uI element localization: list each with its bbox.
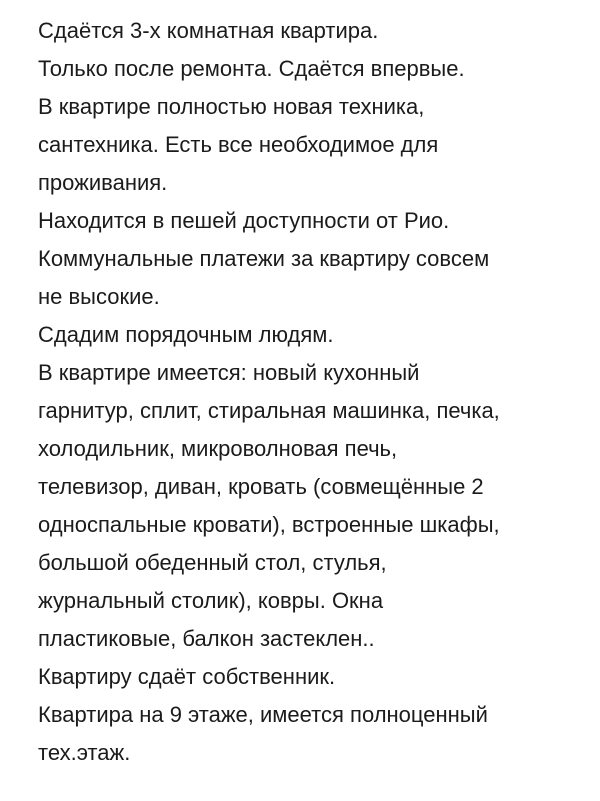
text-line: Коммунальные платежи за квартиру совсем [38, 246, 490, 271]
text-line: большой обеденный стол, стулья, [38, 550, 387, 575]
text-line: односпальные кровати), встроенные шкафы, [38, 512, 500, 537]
text-line: Сдадим порядочным людям. [38, 322, 334, 347]
text-line: не высокие. [38, 284, 160, 309]
text-line: Только после ремонта. Сдаётся впервые. [38, 56, 465, 81]
text-line: гарнитур, сплит, стиральная машинка, печка, [38, 398, 500, 423]
text-line: тех.этаж. [38, 740, 131, 765]
text-line: журнальный столик), ковры. Окна [38, 588, 384, 613]
text-line: сантехника. Есть все необходимое для [38, 132, 439, 157]
listing-description [38, 12, 590, 772]
text-line: пластиковые, балкон застеклен.. [38, 626, 375, 651]
text-line: проживания. [38, 170, 168, 195]
text-line: В квартире полностью новая техника, [38, 94, 425, 119]
text-line: Квартиру сдаёт собственник. [38, 664, 336, 689]
text-line: холодильник, микроволновая печь, [38, 436, 398, 461]
text-line: В квартире имеется: новый кухонный [38, 360, 420, 385]
text-line: Находится в пешей доступности от Рио. [38, 208, 450, 233]
text-line: Сдаётся 3-х комнатная квартира. [38, 18, 379, 43]
text-line: телевизор, диван, кровать (совмещённые 2 [38, 474, 484, 499]
text-line: Квартира на 9 этаже, имеется полноценный [38, 702, 488, 727]
